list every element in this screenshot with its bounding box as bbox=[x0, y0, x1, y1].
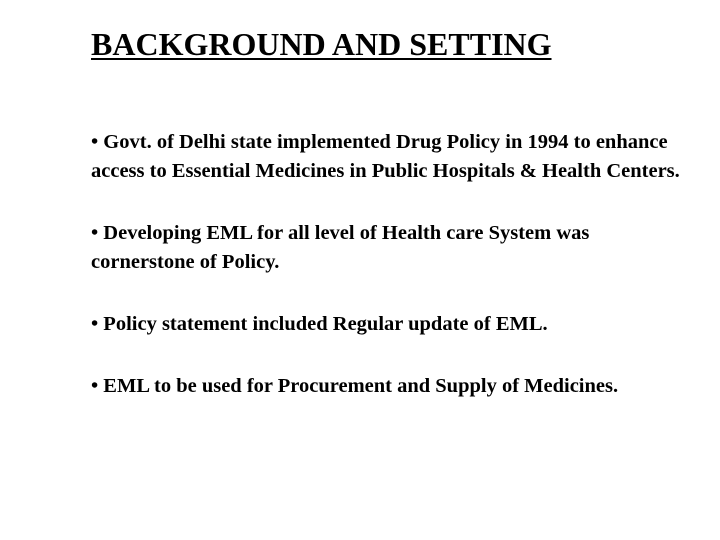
bullet-item: • EML to be used for Procurement and Supply of Medicines. bbox=[91, 375, 619, 397]
bullet-item: • Govt. of Delhi state implemented Drug Policy in 1994 to enhance access to Essential Medicines in Public Hospitals & Health Centers. bbox=[91, 131, 680, 182]
bullet-item: • Policy statement included Regular update of EML. bbox=[91, 313, 548, 335]
slide-title: BACKGROUND AND SETTING bbox=[91, 26, 552, 62]
bullet-list bbox=[91, 128, 691, 434]
bullet-item: • Developing EML for all level of Health care System was cornerstone of Policy. bbox=[91, 222, 590, 273]
